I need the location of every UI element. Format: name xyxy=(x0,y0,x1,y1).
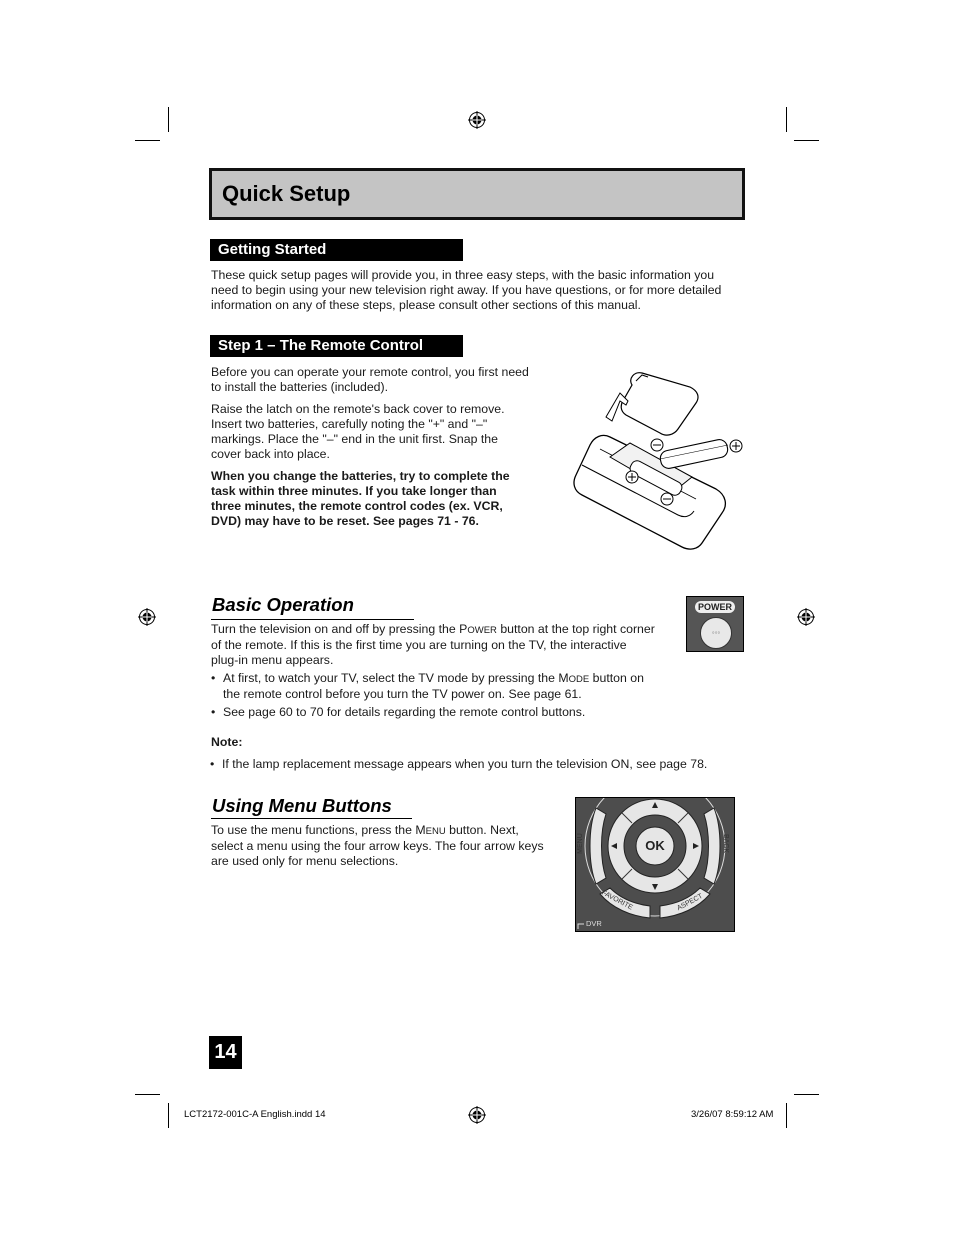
text-fragment: At first, to watch your TV, select the TV mode by pressing the M xyxy=(223,671,569,685)
section-heading-basic-operation: Basic Operation xyxy=(212,594,354,615)
text-line: plug-in menu appears. xyxy=(211,653,334,667)
menu-button-label: MENU xyxy=(576,833,584,854)
registration-mark-icon xyxy=(138,608,156,626)
note-label: Note: xyxy=(211,735,243,749)
text-line: DVD) may have to be reset. See pages 71 - 76. xyxy=(211,514,479,528)
text-fragment: button. Next, xyxy=(445,823,519,837)
list-item-text xyxy=(223,671,644,702)
text-line: Raise the latch on the remote's back cover to remove. xyxy=(211,402,505,416)
text-line: need to begin using your new television right away. If you have questions, or for more detailed xyxy=(211,283,722,297)
page-number: 14 xyxy=(209,1036,242,1069)
menu-buttons-paragraph xyxy=(211,823,544,869)
text-line: the remote control before you turn the TV power on. See page 61. xyxy=(223,687,582,701)
crop-mark xyxy=(794,1094,819,1095)
text-line: Insert two batteries, carefully noting the "+" and "–" xyxy=(211,417,488,431)
text-line: markings. Place the "–" end in the unit first. Snap the xyxy=(211,432,498,446)
list-item xyxy=(211,671,671,701)
crop-mark xyxy=(135,1094,160,1095)
favorite-button-label: FAVORITE xyxy=(600,889,634,912)
remote-navigation-pad-illustration xyxy=(575,797,735,932)
text-fragment: button at the top right corner xyxy=(496,622,655,636)
aspect-button-label: ASPECT xyxy=(675,892,705,913)
dvr-label: DVR xyxy=(586,919,602,928)
text-line: select a menu using the four arrow keys. The four arrow keys xyxy=(211,839,544,853)
text-line: of the remote. If this is the first time you are turning on the TV, the interactive xyxy=(211,638,627,652)
heading-underline xyxy=(211,818,412,819)
basic-operation-paragraph xyxy=(211,622,655,668)
bullet-icon: • xyxy=(210,757,215,771)
registration-mark-icon xyxy=(797,608,815,626)
page-title: Quick Setup xyxy=(222,181,351,206)
bullet-icon: • xyxy=(211,671,216,685)
text-fragment: To use the menu functions, press the M xyxy=(211,823,426,837)
section-heading-getting-started: Getting Started xyxy=(210,239,463,261)
bullet-icon: • xyxy=(211,705,216,719)
crop-mark xyxy=(135,140,160,141)
text-line: task within three minutes. If you take longer than xyxy=(211,484,497,498)
text-line: When you change the batteries, try to complete the xyxy=(211,469,510,483)
text-line xyxy=(211,622,655,638)
ok-button: OK xyxy=(645,838,665,853)
text-line: three minutes, the remote control codes (ex. VCR, xyxy=(211,499,503,513)
text-line: cover back into place. xyxy=(211,447,330,461)
section-heading-step1: Step 1 – The Remote Control xyxy=(210,335,463,357)
list-item xyxy=(210,757,770,773)
list-item-text: If the lamp replacement message appears when you turn the television ON, see page 78. xyxy=(222,757,708,771)
list-item-text: See page 60 to 70 for details regarding the remote control buttons. xyxy=(223,705,586,719)
text-line: These quick setup pages will provide you, in three easy steps, with the basic information you xyxy=(211,268,715,282)
crop-mark xyxy=(794,140,819,141)
footer-timestamp: 3/26/07 8:59:12 AM xyxy=(691,1109,774,1120)
small-caps-text: ENU xyxy=(425,826,446,837)
text-line: are used only for menu selections. xyxy=(211,854,399,868)
power-button-icon: ◦◦◦ xyxy=(700,617,732,649)
registration-mark-icon xyxy=(468,1106,486,1124)
crop-mark xyxy=(786,107,787,132)
nav-ring-icon xyxy=(576,798,734,931)
section-heading-menu-buttons: Using Menu Buttons xyxy=(212,795,392,816)
text-fragment: Turn the television on and off by pressing the P xyxy=(211,622,468,636)
text-line: information on any of these steps, please consult other sections of this manual. xyxy=(211,298,641,312)
heading-underline xyxy=(211,619,414,620)
battery-installation-illustration xyxy=(570,365,745,555)
small-caps-text: ODE xyxy=(568,674,590,685)
crop-mark xyxy=(168,107,169,132)
crop-mark xyxy=(786,1103,787,1128)
footer-file-name: LCT2172-001C-A English.indd 14 xyxy=(184,1109,326,1120)
text-line: to install the batteries (included). xyxy=(211,380,389,394)
crop-mark xyxy=(168,1103,169,1128)
small-caps-text: OWER xyxy=(467,625,497,636)
page-title-box xyxy=(209,168,745,220)
list-item xyxy=(211,705,671,721)
back-button-label: BACK xyxy=(722,833,730,854)
power-label: POWER xyxy=(695,601,735,613)
step1-warning xyxy=(211,469,510,529)
step1-paragraph-2 xyxy=(211,402,505,462)
getting-started-paragraph xyxy=(211,268,721,313)
step1-paragraph-1 xyxy=(211,365,529,395)
text-line: Before you can operate your remote control, you first need xyxy=(211,365,529,379)
power-button-illustration xyxy=(686,596,744,652)
registration-mark-icon xyxy=(468,111,486,129)
text-fragment: button on xyxy=(589,671,644,685)
text-line xyxy=(211,823,544,839)
